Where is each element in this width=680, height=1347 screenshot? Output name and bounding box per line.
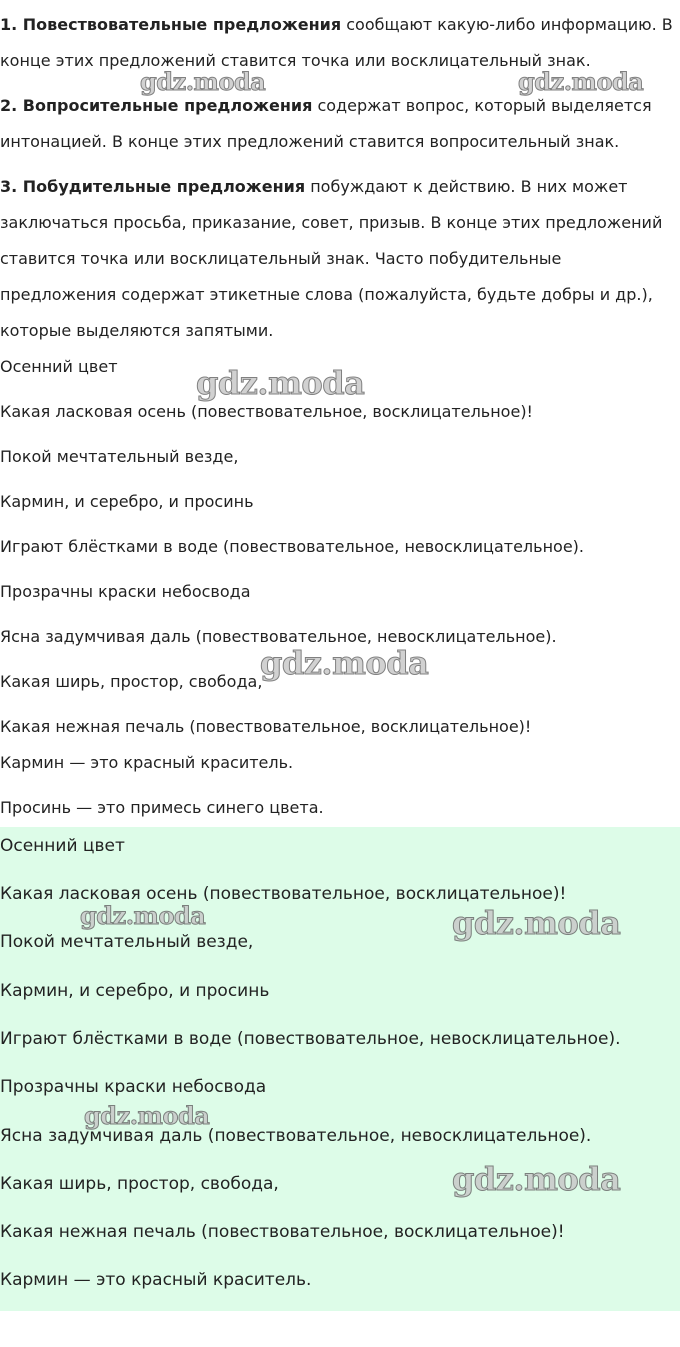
definition-text: сообщают какую-либо информацию. В [341,15,673,34]
definition-imperative [0,169,676,205]
poem-line: Кармин, и серебро, и просинь [0,492,254,511]
watermark-logo: gdz.moda [260,644,429,682]
watermark-logo: gdz.moda [452,904,621,942]
definition-text: которые выделяются запятыми. [0,321,274,340]
definition-imperative-cont [0,277,676,313]
definition-term: 2. Вопросительные предложения [0,96,313,115]
definition-narrative [0,7,676,43]
watermark-logo: gdz.moda [80,901,206,930]
watermark-logo: gdz.moda [196,364,365,402]
poem-note: Кармин — это красный краситель. [0,753,294,772]
poem-line: Какая ширь, простор, свобода, [0,672,263,691]
highlighted-poem-title: Осенний цвет [0,836,125,856]
poem-line: Какая ласковая осень (повествовательное, восклицательное)! [0,402,533,421]
definition-text: интонацией. В конце этих предложений ставится вопросительный знак. [0,132,620,151]
highlighted-poem-line: Прозрачны краски небосвода [0,1077,267,1097]
definition-imperative-cont [0,241,676,277]
highlighted-poem-line: Кармин — это красный краситель. [0,1270,312,1290]
definition-text: побуждают к действию. В них может [305,177,628,196]
highlighted-poem-line: Играют блёстками в воде (повествовательное, невосклицательное). [0,1029,621,1049]
watermark-logo: gdz.moda [84,1101,210,1130]
highlighted-poem-line: Какая ласковая осень (повествовательное, восклицательное)! [0,884,567,904]
definition-imperative-cont [0,205,676,241]
highlighted-poem-line: Какая ширь, простор, свобода, [0,1174,279,1194]
poem-note: Просинь — это примесь синего цвета. [0,798,324,817]
poem-line: Прозрачны краски небосвода [0,582,251,601]
definition-interrogative-cont [0,124,676,160]
highlighted-poem-line: Ясна задумчивая даль (повествовательное, невосклицательное). [0,1126,592,1146]
definition-text: заключаться просьба, приказание, совет, призыв. В конце этих предложений [0,213,663,232]
definition-term: 3. Побудительные предложения [0,177,306,196]
poem-line: Ясна задумчивая даль (повествовательное, невосклицательное). [0,627,557,646]
definition-text: конце этих предложений ставится точка или восклицательный знак. [0,51,591,70]
definition-text: предложения содержат этикетные слова (пожалуйста, будьте добры и др.), [0,285,653,304]
definition-text: ставится точка или восклицательный знак. Часто побудительные [0,249,562,268]
highlighted-poem-line: Покой мечтательный везде, [0,932,254,952]
poem-line: Играют блёстками в воде (повествовательное, невосклицательное). [0,537,584,556]
poem-title: Осенний цвет [0,357,118,376]
watermark-logo: gdz.moda [518,67,644,96]
definition-imperative-cont [0,313,676,349]
watermark-logo: gdz.moda [140,67,266,96]
poem-line: Покой мечтательный везде, [0,447,239,466]
definition-text: содержат вопрос, который выделяется [312,96,652,115]
definition-term: 1. Повествовательные предложения [0,15,342,34]
poem-line: Какая нежная печаль (повествовательное, восклицательное)! [0,717,532,736]
highlighted-poem-line: Кармин, и серебро, и просинь [0,981,270,1001]
watermark-logo: gdz.moda [452,1160,621,1198]
highlighted-poem-line: Какая нежная печаль (повествовательное, восклицательное)! [0,1222,565,1242]
